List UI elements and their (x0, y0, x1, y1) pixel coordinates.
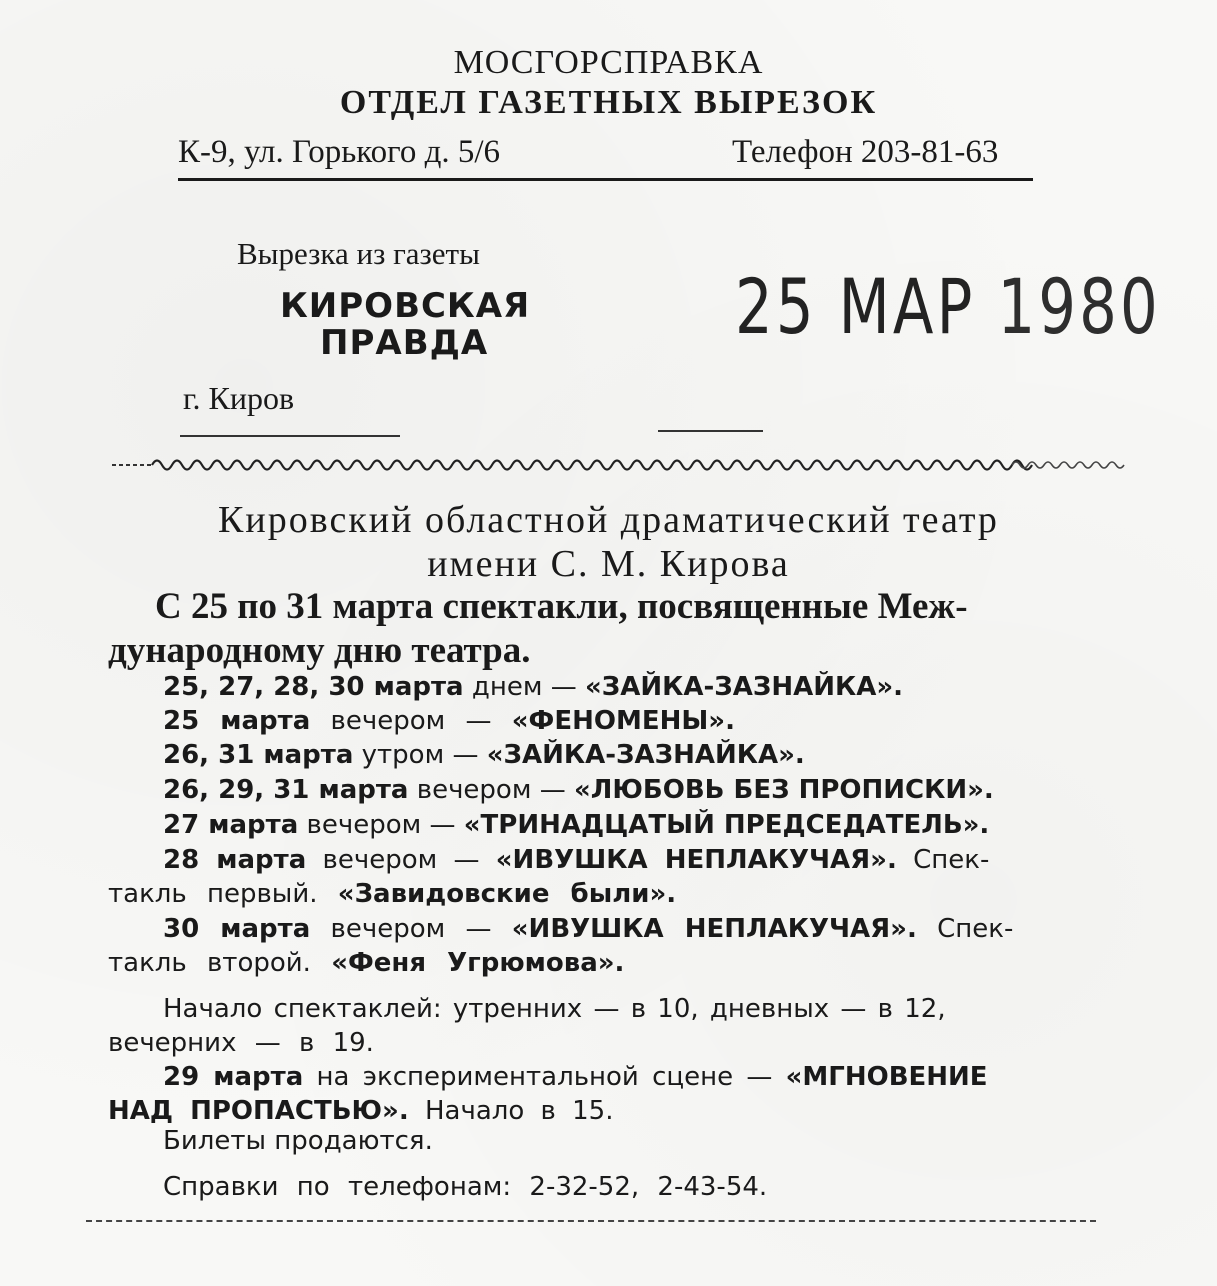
date-stamp-day: 25 (735, 262, 817, 351)
article-lead-line1: С 25 по 31 марта спектакли, посвященные Меж- (155, 586, 968, 627)
schedule-line: 25 марта вечером — «ФЕНОМЕНЫ». (163, 706, 735, 736)
phone: Телефон 203-81-63 (732, 134, 999, 170)
tickets-note: Билеты продаются. (163, 1126, 433, 1156)
schedule-line-continuation: такль второй. «Феня Угрюмова». (108, 948, 625, 978)
schedule-line: 28 марта вечером — «ИВУШКА НЕПЛАКУЧАЯ». Спек- (163, 845, 990, 875)
address: К-9, ул. Горького д. 5/6 (178, 134, 501, 170)
schedule-line: 26, 29, 31 марта вечером — «ЛЮБОВЬ БЕЗ ПРОПИСКИ». (163, 775, 994, 805)
schedule-line: 27 марта вечером — «ТРИНАДЦАТЫЙ ПРЕДСЕДАТЕЛЬ». (163, 810, 990, 840)
clip-label: Вырезка из газеты (237, 236, 480, 271)
start-times-line1: Начало спектаклей: утренних — в 10, дневных — в 12, (163, 994, 946, 1024)
department-name: ОТДЕЛ ГАЗЕТНЫХ ВЫРЕЗОК (339, 84, 878, 121)
info-phones-line: Справки по телефонам: 2-32-52, 2-43-54. (163, 1172, 768, 1202)
city-underline-right (658, 430, 763, 432)
article-title-line1: Кировский областной драматический театр (218, 499, 999, 541)
organization-name: МОСГОРСПРАВКА (453, 44, 764, 81)
city-underline (180, 435, 400, 437)
start-times-line2: вечерних — в 19. (108, 1028, 374, 1058)
header-divider (178, 178, 1033, 181)
date-stamp-year: 1980 (997, 262, 1161, 351)
date-stamp-month: МАР (838, 262, 976, 351)
decorative-divider (112, 451, 1132, 475)
schedule-line: 26, 31 марта утром — «ЗАЙКА-ЗАЗНАЙКА». (163, 740, 805, 770)
schedule-line: 25, 27, 28, 30 марта днем — «ЗАЙКА-ЗАЗНАЙКА». (163, 672, 904, 702)
newspaper-name-line1: КИРОВСКАЯ (280, 286, 531, 326)
schedule-line-continuation: такль первый. «Завидовские были». (108, 879, 677, 909)
article-title-line2: имени С. М. Кирова (427, 543, 790, 585)
newspaper-name-line2: ПРАВДА (320, 323, 489, 363)
schedule-line: 30 марта вечером — «ИВУШКА НЕПЛАКУЧАЯ». Спек- (163, 914, 1014, 944)
experimental-line1: 29 марта на экспериментальной сцене — «МГНОВЕНИЕ (163, 1062, 988, 1092)
bottom-divider (86, 1220, 1096, 1222)
date-stamp (735, 262, 1161, 351)
experimental-line2: НАД ПРОПАСТЬЮ». Начало в 15. (108, 1096, 614, 1126)
city: г. Киров (183, 380, 295, 416)
article-lead-line2: дународному дню театра. (108, 630, 531, 671)
